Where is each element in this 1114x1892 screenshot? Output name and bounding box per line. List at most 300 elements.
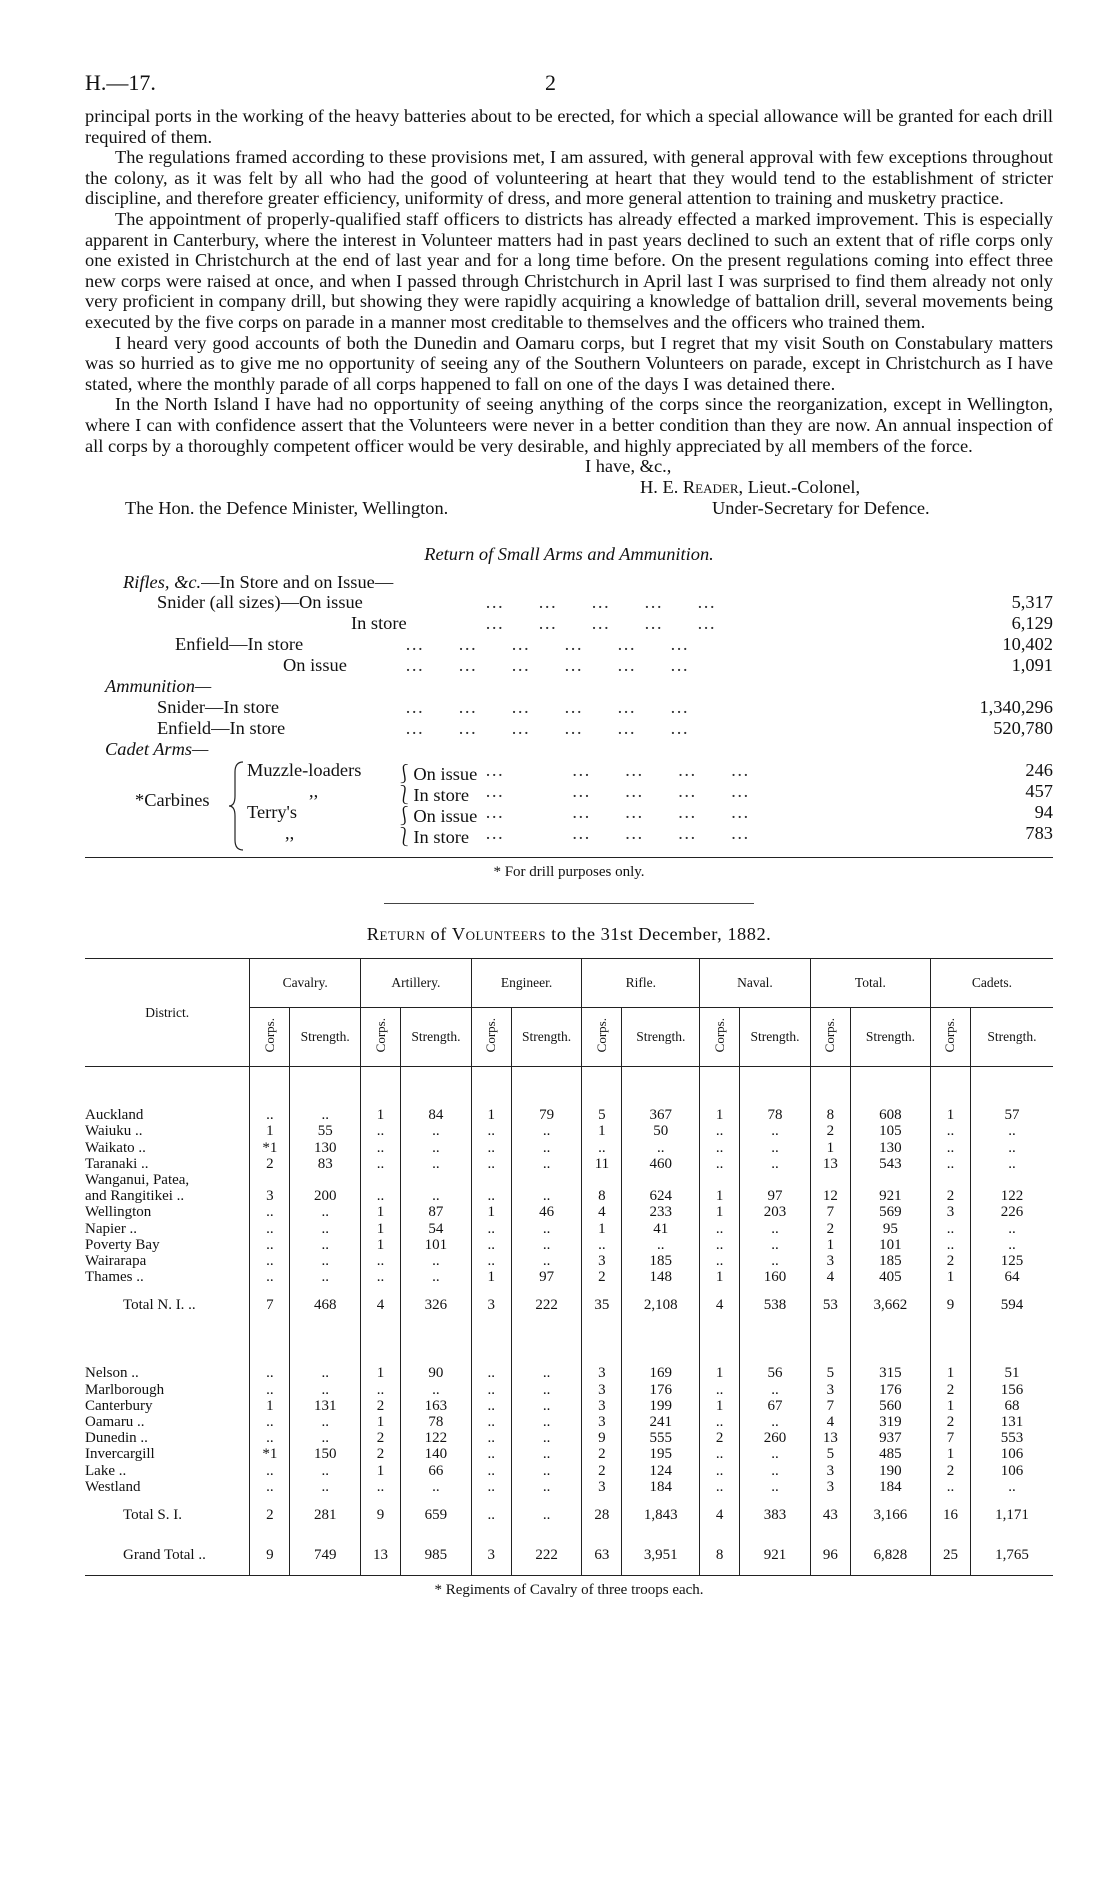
value-cell: 1 [930,1269,970,1285]
value-cell: .. [930,1221,970,1237]
value-cell: 8 [810,1107,850,1123]
value-cell: *1 [250,1140,290,1156]
rifles-subheading: —In Store and on Issue— [201,572,394,593]
value-cell: .. [250,1237,290,1253]
value-cell: 90 [401,1365,472,1381]
value-snider-in-store: 6,129 [1011,613,1053,634]
value-cell: 2 [930,1253,970,1269]
value-cell: .. [290,1430,361,1446]
value-cell: .. [740,1253,811,1269]
cadet-status: In store [413,827,470,848]
value-cell: 2 [930,1382,970,1398]
district-cell: and Rangitikei .. [85,1188,185,1205]
title-part: Return [366,924,426,945]
value-cell: 125 [970,1253,1053,1269]
ammunition-heading: Ammunition— [105,676,212,697]
value-muzzle-in-store: 457 [1025,781,1053,802]
value-cell: 1 [582,1123,622,1139]
value-cell: 233 [622,1204,700,1220]
value-cell: 9 [582,1430,622,1446]
total-row [85,1285,1053,1325]
value-cell: .. [511,1221,582,1237]
group-header: Cavalry. [250,959,361,1008]
value-cell: .. [740,1221,811,1237]
signatory-title: Under-Secretary for Defence. [712,498,930,519]
value-cell: 131 [970,1414,1053,1430]
leader-dots: … … … … … … [405,655,690,676]
value-cell: 55 [290,1123,361,1139]
value-cell: 3,166 [850,1495,930,1535]
value-cell: 3 [582,1414,622,1430]
cadet-on-issue-label: ⎰On issue [395,806,478,827]
value-cell: .. [511,1140,582,1156]
ditto-mark: ,, [285,823,295,844]
value-cell: 5 [810,1365,850,1381]
value-cell: 222 [511,1285,582,1325]
value-cell: 203 [740,1204,811,1220]
signatory [640,477,860,498]
value-cell: 2,108 [622,1285,700,1325]
value-cell [401,1172,472,1188]
value-cell: .. [250,1269,290,1285]
value-cell: .. [290,1221,361,1237]
snider-on-issue-label: Snider (all sizes)—On issue [157,592,363,613]
value-cell: .. [511,1123,582,1139]
value-cell: .. [582,1140,622,1156]
value-cell: 35 [582,1285,622,1325]
value-cell: 4 [700,1495,740,1535]
value-cell: 78 [740,1107,811,1123]
value-cell: 1 [361,1204,401,1220]
value-cell: 43 [810,1495,850,1535]
value-cell: 222 [511,1535,582,1575]
value-cell: .. [511,1446,582,1462]
corps-subheader-label: Corps. [711,1017,727,1053]
value-cell: 315 [850,1365,930,1381]
value-cell: 260 [740,1430,811,1446]
value-cell: 921 [740,1535,811,1575]
value-cell: .. [471,1446,511,1462]
paragraph: The regulations framed according to these provisions met, I am assured, with general approval with few exceptions throughout the colony, as it was felt by all who had the good of volunteering at heart that they would tend to the establishment of stricter discipline, and therefore greater efficiency, uniformity of dress, and more general attention to training and musketry practice. [85,147,1053,209]
value-cell: .. [740,1463,811,1479]
value-cell: .. [511,1188,582,1204]
strength-subheader: Strength. [740,1008,811,1067]
corps-subheader [582,1008,622,1067]
value-cell: 1 [361,1463,401,1479]
value-cell: .. [970,1123,1053,1139]
value-cell: .. [401,1382,472,1398]
value-cell: 5 [810,1446,850,1462]
value-cell: 8 [582,1188,622,1204]
leader-dots: … … … … … [485,781,750,802]
value-cell: 2 [810,1221,850,1237]
table-row [85,1430,1053,1446]
value-cell: .. [290,1204,361,1220]
table-row [85,1446,1053,1462]
value-cell: .. [700,1479,740,1495]
group-header: Artillery. [361,959,472,1008]
value-cell: .. [361,1479,401,1495]
value-cell: 4 [810,1414,850,1430]
value-cell: .. [361,1188,401,1204]
value-cell: .. [740,1382,811,1398]
paragraph: I heard very good accounts of both the Dunedin and Oamaru corps, but I regret that my visit South on Constabulary matters was so hurried as to give me no opportunity of seeing any of the Southern Volunteers on parade, except in Christchurch as I have stated, where the monthly parade of all corps happened to fall on one of the days I was detained there. [85,332,1053,394]
district-cell: Napier .. [85,1220,138,1237]
value-cell: 7 [810,1204,850,1220]
value-cell: 131 [290,1398,361,1414]
value-cell: .. [471,1382,511,1398]
value-cell: 124 [622,1463,700,1479]
volunteers-footnote: * Regiments of Cavalry of three troops each. [434,1581,704,1598]
value-cell: .. [250,1430,290,1446]
spacer-row [85,1087,1053,1107]
corps-subheader-label: Corps. [942,1017,958,1053]
value-cell: .. [511,1237,582,1253]
value-cell: .. [582,1237,622,1253]
value-cell: 3 [930,1204,970,1220]
value-cell: 560 [850,1398,930,1414]
value-cell: 3 [810,1463,850,1479]
value-cell: 46 [511,1204,582,1220]
value-cell: 405 [850,1269,930,1285]
value-cell: 1 [361,1237,401,1253]
value-cell: 485 [850,1446,930,1462]
leader-dots: … … … … … [485,823,750,844]
table-row [85,1479,1053,1495]
value-cell: 184 [622,1479,700,1495]
district-cell: Wairarapa [85,1252,147,1269]
corps-subheader-label: Corps. [822,1017,838,1053]
value-cell: .. [700,1446,740,1462]
value-cell: .. [511,1365,582,1381]
addressee: The Hon. the Defence Minister, Wellington. [125,498,449,519]
value-cell: 1 [250,1123,290,1139]
value-cell: 200 [290,1188,361,1204]
value-cell: .. [361,1123,401,1139]
value-cell: 190 [850,1463,930,1479]
district-cell: Wellington [85,1204,152,1221]
value-cell: .. [930,1140,970,1156]
value-cell: 95 [850,1221,930,1237]
value-cell: .. [970,1221,1053,1237]
value-cell: 185 [622,1253,700,1269]
volunteers-table [85,958,1053,1575]
value-cell: 4 [700,1285,740,1325]
value-cell: 9 [250,1535,290,1575]
value-cell: .. [471,1463,511,1479]
table-row [85,1140,1053,1156]
district-cell: Auckland [85,1107,144,1124]
district-cell: Lake .. [85,1462,127,1479]
value-cell: 1 [361,1107,401,1123]
corps-subheader [361,1008,401,1067]
value-cell [471,1172,511,1188]
value-cell: .. [250,1414,290,1430]
district-cell: Poverty Bay [85,1236,160,1253]
leader-dots: … … … … … [485,592,717,613]
value-cell: .. [290,1479,361,1495]
value-cell: 68 [970,1398,1053,1414]
value-cell: 150 [290,1446,361,1462]
value-cell: 1 [582,1221,622,1237]
value-cell: .. [361,1156,401,1172]
signatory-rank: Lieut.-Colonel, [747,477,861,498]
paragraph: The appointment of properly-qualified staff officers to districts has already effected a marked improvement. This is especially apparent in Canterbury, where the interest in Volunteer matters had in past years declined to such an extent that of rifle corps only one existed in Christchurch at the end of last year and for a long time before. On the present regulations coming into effect three new corps were raised at once, and when I passed through Christchurch in April last I was surprised to find them already not only very proficient in company drill, but showing they were rapidly acquiring a knowledge of battalion drill, several movements being executed by the five corps on parade in a manner most creditable to themselves and the officers who trained them. [85,208,1053,332]
value-cell: .. [471,1237,511,1253]
value-cell: 8 [700,1535,740,1575]
value-cell: 3,951 [622,1535,700,1575]
value-cell: .. [511,1463,582,1479]
value-cell: 4 [810,1269,850,1285]
value-cell [290,1172,361,1188]
value-cell: .. [930,1237,970,1253]
group-header: Engineer. [471,959,582,1008]
value-cell: 3 [582,1479,622,1495]
value-cell: .. [401,1123,472,1139]
value-cell: 1 [471,1204,511,1220]
value-cell: .. [700,1237,740,1253]
value-cell: .. [401,1479,472,1495]
value-cell: .. [250,1463,290,1479]
value-cell: 163 [401,1398,472,1414]
district-cell: Waikato .. [85,1139,146,1156]
district-cell: Total N. I. .. [123,1297,196,1314]
value-cell [850,1172,930,1188]
value-cell: .. [401,1188,472,1204]
page-number: 2 [545,70,556,95]
value-cell: 185 [850,1253,930,1269]
snider-in-store-label: In store [351,613,407,634]
leader-dots: … … … … … [485,802,750,823]
enfield-on-issue-label: On issue [283,655,347,676]
corps-subheader-label: Corps. [483,1017,499,1053]
value-cell: .. [471,1188,511,1204]
value-cell: 543 [850,1156,930,1172]
value-cell: .. [930,1156,970,1172]
value-cell: 9 [361,1495,401,1535]
value-cell: 12 [810,1188,850,1204]
value-cell: 122 [401,1430,472,1446]
district-cell: Invercargill [85,1446,155,1463]
cadet-arms-heading: Cadet Arms— [105,739,209,760]
value-cell: .. [401,1269,472,1285]
spacer-row [85,1345,1053,1365]
value-cell: 176 [850,1382,930,1398]
terrys-label: Terry's [247,802,298,823]
spacer-row [85,1067,1053,1088]
value-muzzle-on-issue: 246 [1025,760,1053,781]
value-cell: .. [700,1123,740,1139]
group-header: Naval. [700,959,811,1008]
value-cell: 176 [622,1382,700,1398]
value-cell: .. [250,1382,290,1398]
district-cell: Westland [85,1478,141,1495]
cadet-status: In store [413,785,470,806]
value-cell: 105 [850,1123,930,1139]
value-cell: .. [622,1140,700,1156]
value-cell: 1 [700,1365,740,1381]
table-row [85,1414,1053,1430]
value-cell: 3 [250,1188,290,1204]
corps-subheader-label: Corps. [372,1017,388,1053]
value-cell: 1 [930,1107,970,1123]
value-terrys-on-issue: 94 [1034,802,1053,823]
district-cell: Waiuku .. [85,1123,143,1140]
value-cell: .. [290,1237,361,1253]
title-part: of [430,924,447,945]
value-cell: .. [471,1365,511,1381]
rifles-heading-label: Rifles, &c. [123,572,202,593]
table-row [85,1107,1053,1123]
value-cell: 319 [850,1414,930,1430]
strength-subheader: Strength. [850,1008,930,1067]
leader-dots: … … … … … … [405,718,690,739]
value-cell: 67 [740,1398,811,1414]
value-enfield-ammo: 520,780 [993,718,1053,739]
group-header: Rifle. [582,959,700,1008]
value-cell: .. [250,1253,290,1269]
value-cell: .. [511,1414,582,1430]
value-cell: 13 [361,1535,401,1575]
value-cell: 1,765 [970,1535,1053,1575]
value-cell: 3,662 [850,1285,930,1325]
arms-return-title: Return of Small Arms and Ammunition. [424,544,714,565]
table-row [85,1156,1053,1172]
document-page [85,70,1053,1599]
value-cell: .. [700,1382,740,1398]
value-cell: 4 [361,1285,401,1325]
value-cell: 1 [361,1414,401,1430]
muzzle-loaders-label: Muzzle-loaders [247,760,362,781]
value-cell: .. [471,1156,511,1172]
value-cell: 1 [810,1237,850,1253]
value-cell: 1 [700,1107,740,1123]
total-row [85,1535,1053,1575]
leader-dots: … … … … … … [405,634,690,655]
value-cell: 383 [740,1495,811,1535]
value-cell: 3 [582,1398,622,1414]
arms-return [85,572,1053,857]
value-cell: 3 [582,1382,622,1398]
value-cell: *1 [250,1446,290,1462]
table-row [85,1172,1053,1188]
arms-footnote: * For drill purposes only. [493,864,645,881]
value-cell: 1 [930,1398,970,1414]
value-cell: 28 [582,1495,622,1535]
value-cell: 64 [970,1269,1053,1285]
value-cell: 3 [582,1365,622,1381]
value-cell: .. [250,1479,290,1495]
value-cell: .. [700,1156,740,1172]
value-cell: 3 [582,1253,622,1269]
district-cell: Wanganui, Patea, [85,1171,190,1188]
value-cell [740,1172,811,1188]
value-cell: .. [471,1495,511,1535]
enfield-ammo-label: Enfield—In store [157,718,286,739]
title-part: to the 31st December, 1882. [551,924,772,945]
district-cell: Total S. I. [123,1506,182,1523]
value-cell [250,1172,290,1188]
cadet-status: On issue [413,806,478,827]
volunteers-return-title [85,924,1053,958]
document-reference: H.—17. [85,70,156,95]
value-cell: .. [290,1365,361,1381]
value-cell: 53 [810,1285,850,1325]
value-cell: 63 [582,1535,622,1575]
value-cell: 1 [930,1365,970,1381]
divider [384,903,754,904]
table-row [85,1221,1053,1237]
value-cell: 2 [700,1430,740,1446]
value-cell: .. [740,1446,811,1462]
table-row [85,1204,1053,1220]
value-cell: 1 [471,1269,511,1285]
district-cell: Oamaru .. [85,1413,145,1430]
value-cell: .. [740,1479,811,1495]
value-cell: 2 [250,1495,290,1535]
cadet-status: On issue [413,764,478,785]
value-cell: 594 [970,1285,1053,1325]
value-cell: 1 [930,1446,970,1462]
value-cell: 87 [401,1204,472,1220]
value-cell: .. [471,1221,511,1237]
corps-subheader-label: Corps. [593,1017,609,1053]
value-cell: 106 [970,1446,1053,1462]
value-cell: 83 [290,1156,361,1172]
value-cell: 7 [930,1430,970,1446]
value-cell: .. [740,1123,811,1139]
leader-dots: … … … … … … [405,697,690,718]
value-cell: .. [471,1398,511,1414]
value-cell: 41 [622,1221,700,1237]
rule [85,857,1053,858]
value-cell: 184 [850,1479,930,1495]
value-cell: .. [700,1221,740,1237]
value-cell: .. [511,1382,582,1398]
value-cell: 3 [471,1285,511,1325]
value-cell: .. [250,1365,290,1381]
value-cell: 1 [700,1188,740,1204]
value-cell: 2 [930,1188,970,1204]
value-enfield-on-issue: 1,091 [1011,655,1053,676]
value-cell: 367 [622,1107,700,1123]
value-cell: 50 [622,1123,700,1139]
strength-subheader: Strength. [401,1008,472,1067]
table-row [85,1463,1053,1479]
value-cell: 569 [850,1204,930,1220]
strength-subheader: Strength. [622,1008,700,1067]
value-cell: .. [290,1414,361,1430]
table-row [85,1253,1053,1269]
value-cell: .. [290,1253,361,1269]
value-cell: .. [740,1140,811,1156]
value-cell: 148 [622,1269,700,1285]
district-cell: Nelson .. [85,1365,139,1382]
value-cell: .. [471,1414,511,1430]
signature-block [85,456,1053,528]
value-cell: .. [930,1123,970,1139]
value-cell: 538 [740,1285,811,1325]
carbines-label: *Carbines [135,790,210,811]
value-cell: .. [361,1140,401,1156]
value-cell: 553 [970,1430,1053,1446]
value-cell: 57 [970,1107,1053,1123]
value-cell: 84 [401,1107,472,1123]
value-cell: .. [970,1156,1053,1172]
rifles-heading [123,572,393,593]
value-cell [622,1172,700,1188]
letter-body [85,106,1053,456]
